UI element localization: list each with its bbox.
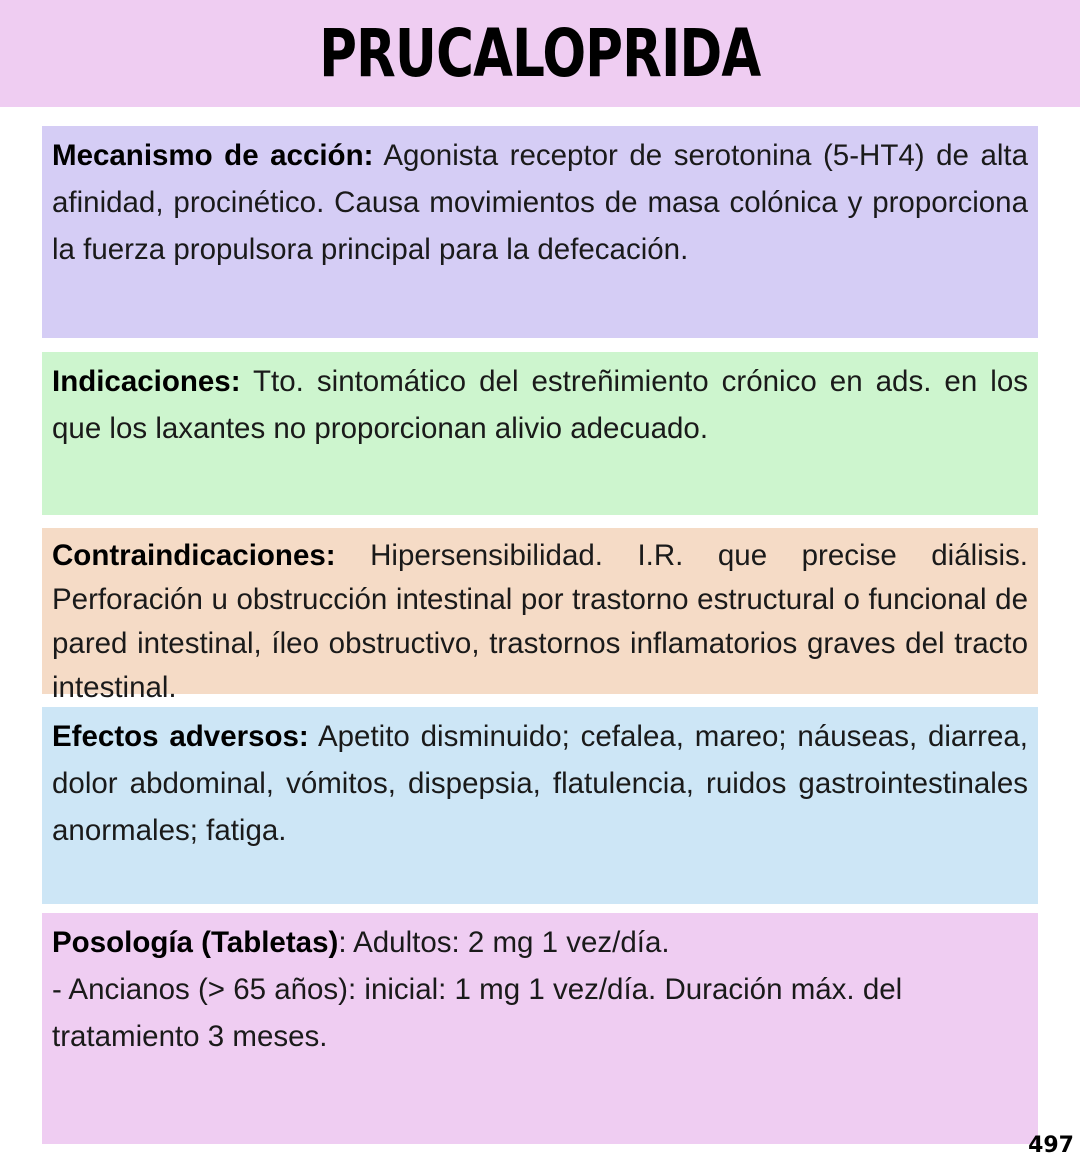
section-label: Contraindicaciones:	[52, 539, 336, 572]
page-number: 497	[1028, 1133, 1074, 1158]
section-text: : Adultos: 2 mg 1 vez/día.	[338, 926, 670, 959]
header-banner	[0, 0, 1080, 107]
section-text: Agonista receptor de serotonina (5-HT4) de alta afinidad, procinético. Causa movimientos de masa colónica y proporciona la fuerza propulsora principal para la defecación.	[52, 139, 1029, 266]
section-efectos-adversos	[42, 707, 1038, 904]
page-title: PRUCALOPRIDA	[319, 15, 761, 92]
section-label: Efectos adversos:	[52, 720, 309, 753]
section-mecanismo	[42, 126, 1038, 338]
posologia-line-2: - Ancianos (> 65 años): inicial: 1 mg 1 vez/día. Duración máx. del tratamiento 3 meses.	[52, 973, 903, 1053]
section-label: Indicaciones:	[52, 365, 241, 398]
section-text: Hipersensibilidad. I.R. que precise diálisis. Perforación u obstrucción intestinal por trastorno estructural o funcional de pared intestinal, íleo obstructivo, trastornos inflamatorios graves del tracto intestinal.	[52, 539, 1028, 704]
section-contraindicaciones	[42, 528, 1038, 704]
section-text: Tto. sintomático del estreñimiento crónico en ads. en los que los laxantes no proporcionan alivio adecuado.	[52, 365, 1028, 445]
section-indicaciones	[42, 352, 1038, 515]
posologia-line-1	[52, 919, 1028, 966]
section-label: Posología (Tabletas)	[52, 926, 339, 959]
section-label: Mecanismo de acción:	[52, 139, 374, 172]
section-posologia	[42, 913, 1038, 1144]
section-text: Apetito disminuido; cefalea, mareo; náuseas, diarrea, dolor abdominal, vómitos, dispepsia, flatulencia, ruidos gastrointestinales anormales; fatiga.	[52, 720, 1028, 847]
